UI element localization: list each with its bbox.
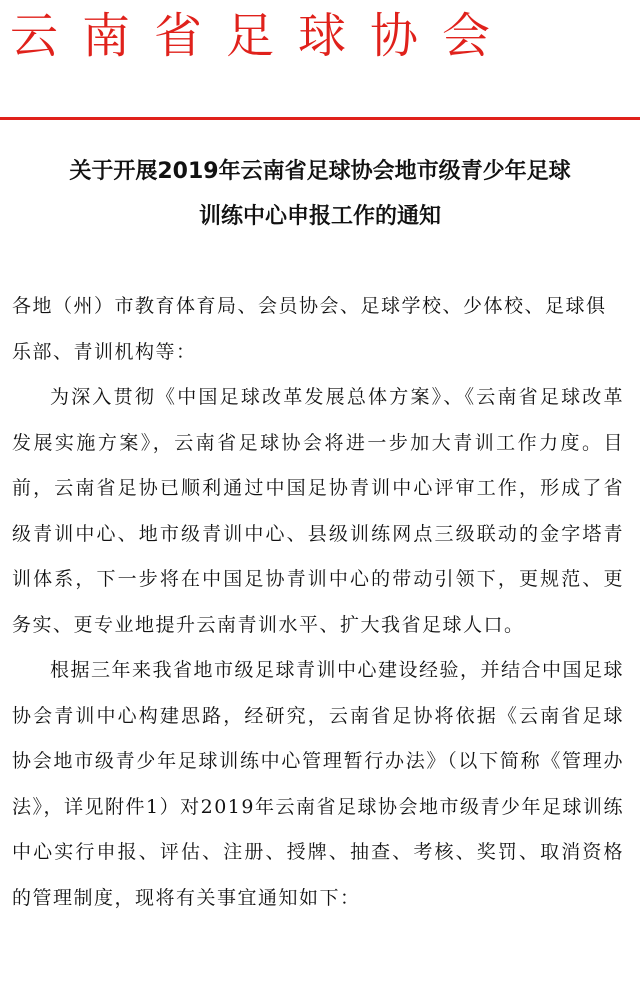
letterhead-org-name: 云南省足球协会 bbox=[10, 8, 515, 64]
salutation: 各地（州）市教育体育局、会员协会、足球学校、少体校、足球俱乐部、青训机构等： bbox=[12, 295, 607, 363]
document-body bbox=[12, 284, 624, 921]
document-title-line-1: 关于开展2019年云南省足球协会地市级青少年足球 bbox=[69, 159, 571, 184]
document-title-line-2: 训练中心申报工作的通知 bbox=[198, 204, 441, 229]
body-paragraph-2: 根据三年来我省地市级足球青训中心建设经验，并结合中国足球协会青训中心构建思路，经研究，云南省足协将依据《云南省足球协会地市级青少年足球训练中心管理暂行办法》（以下简称《管理办法》，详见附件1）对2019年云南省足球协会地市级青少年足球训练中心实行申报、评估、注册、授牌、抽查、考核、奖罚、取消资格的管理制度，现将有关事宜通知如下： bbox=[12, 659, 625, 909]
body-paragraph-1: 为深入贯彻《中国足球改革发展总体方案》、《云南省足球改革发展实施方案》，云南省足球协会将进一步加大青训工作力度。目前，云南省足协已顺利通过中国足协青训中心评审工作，形成了省级青训中心、地市级青训中心、县级训练网点三级联动的金字塔青训体系，下一步将在中国足协青训中心的带动引领下，更规范、更务实、更专业地提升云南青训水平、扩大我省足球人口。 bbox=[12, 386, 624, 636]
letterhead-red-divider bbox=[0, 117, 640, 120]
